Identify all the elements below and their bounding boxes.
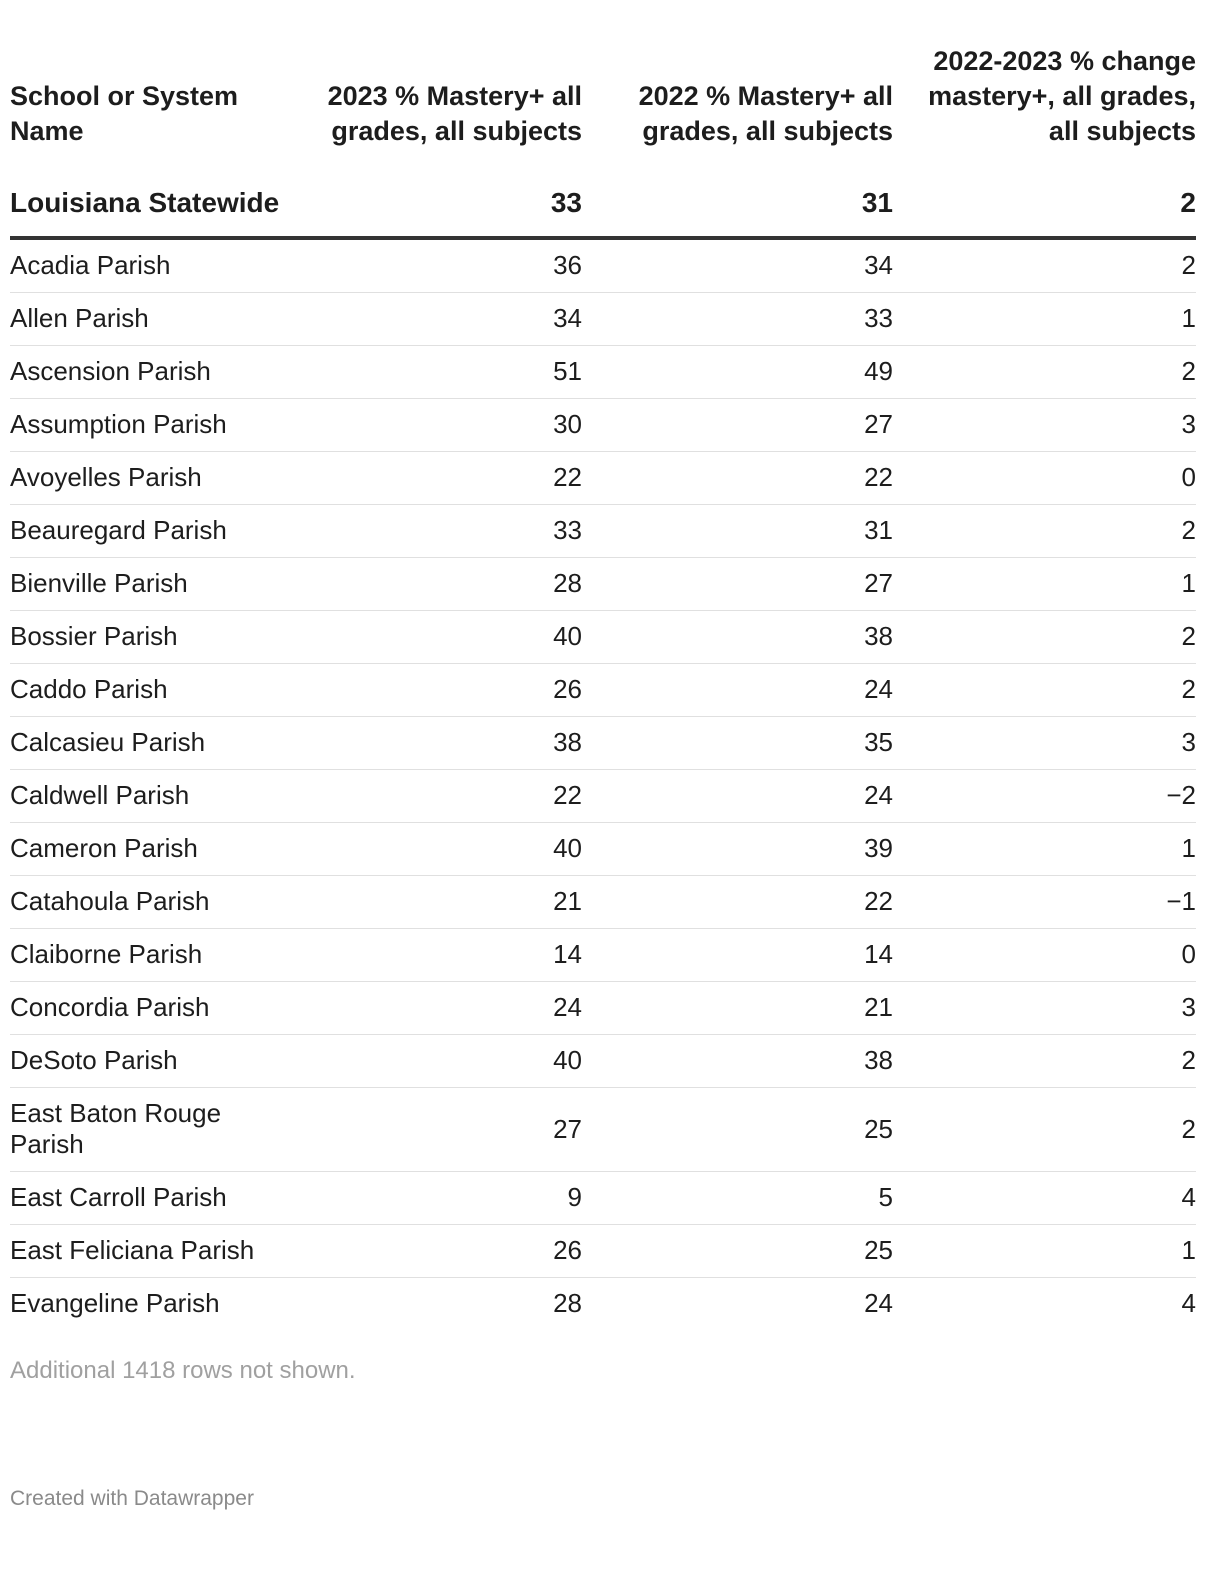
- data-table: [10, 44, 1196, 1330]
- row-change-value: 3: [893, 399, 1196, 452]
- row-2023-value: 38: [280, 717, 582, 770]
- row-name: East Feliciana Parish: [10, 1225, 280, 1278]
- column-header-2023[interactable]: 2023 % Mastery+ all grades, all subjects: [327, 81, 582, 146]
- statewide-row: [10, 171, 1196, 238]
- row-2022-value: 49: [582, 346, 893, 399]
- statewide-change-value: 2: [893, 171, 1196, 238]
- row-change-value: 2: [893, 1035, 1196, 1088]
- table-row: [10, 1088, 1196, 1172]
- table-row: [10, 611, 1196, 664]
- row-change-value: 2: [893, 1088, 1196, 1172]
- table-row: [10, 452, 1196, 505]
- row-name: Acadia Parish: [10, 238, 280, 293]
- column-header-2022[interactable]: 2022 % Mastery+ all grades, all subjects: [638, 81, 893, 146]
- row-name: East Baton Rouge Parish: [10, 1088, 280, 1172]
- table-row: [10, 238, 1196, 293]
- row-2022-value: 22: [582, 876, 893, 929]
- row-change-value: 0: [893, 929, 1196, 982]
- row-2023-value: 28: [280, 558, 582, 611]
- row-2022-value: 25: [582, 1225, 893, 1278]
- table-row: [10, 929, 1196, 982]
- statewide-name: Louisiana Statewide: [10, 171, 280, 238]
- header-row: [10, 44, 1196, 171]
- row-name: Caldwell Parish: [10, 770, 280, 823]
- row-name: Assumption Parish: [10, 399, 280, 452]
- table-row: [10, 823, 1196, 876]
- row-name: Ascension Parish: [10, 346, 280, 399]
- row-2023-value: 36: [280, 238, 582, 293]
- row-2022-value: 27: [582, 399, 893, 452]
- row-2023-value: 33: [280, 505, 582, 558]
- row-name: Calcasieu Parish: [10, 717, 280, 770]
- table-row: [10, 1225, 1196, 1278]
- row-name: DeSoto Parish: [10, 1035, 280, 1088]
- row-change-value: 1: [893, 558, 1196, 611]
- statewide-2023-value: 33: [280, 171, 582, 238]
- row-2022-value: 35: [582, 717, 893, 770]
- row-name: Concordia Parish: [10, 982, 280, 1035]
- table-row: [10, 876, 1196, 929]
- row-2023-value: 14: [280, 929, 582, 982]
- row-name: Bienville Parish: [10, 558, 280, 611]
- row-change-value: 0: [893, 452, 1196, 505]
- row-2023-value: 22: [280, 452, 582, 505]
- row-2022-value: 31: [582, 505, 893, 558]
- row-name: Cameron Parish: [10, 823, 280, 876]
- table-row: [10, 346, 1196, 399]
- row-name: Caddo Parish: [10, 664, 280, 717]
- row-change-value: 1: [893, 823, 1196, 876]
- row-2022-value: 39: [582, 823, 893, 876]
- statewide-2022-value: 31: [582, 171, 893, 238]
- datawrapper-credit: Created with Datawrapper: [10, 1487, 254, 1510]
- row-2022-value: 38: [582, 1035, 893, 1088]
- table-row: [10, 982, 1196, 1035]
- table-row: [10, 664, 1196, 717]
- column-header-change[interactable]: 2022-2023 % change mastery+, all grades, all subjects: [928, 46, 1196, 146]
- row-change-value: 4: [1181, 1288, 1196, 1318]
- row-2023-value: 40: [280, 611, 582, 664]
- column-header-name[interactable]: School or System Name: [10, 81, 239, 146]
- row-name: Allen Parish: [10, 293, 280, 346]
- row-2022-value: 25: [582, 1088, 893, 1172]
- row-name: Bossier Parish: [10, 611, 280, 664]
- row-2022-value: 38: [582, 611, 893, 664]
- row-2022-value: 21: [582, 982, 893, 1035]
- row-name: Avoyelles Parish: [10, 452, 280, 505]
- row-2022-value: 24: [864, 1288, 893, 1318]
- row-2022-value: 27: [582, 558, 893, 611]
- row-2023-value: 40: [280, 1035, 582, 1088]
- row-name: Catahoula Parish: [10, 876, 280, 929]
- row-change-value: −1: [893, 876, 1196, 929]
- row-change-value: 1: [893, 293, 1196, 346]
- table-row: [10, 1278, 1196, 1331]
- row-2023-value: 27: [280, 1088, 582, 1172]
- row-2023-value: 51: [280, 346, 582, 399]
- table-row: [10, 293, 1196, 346]
- row-2023-value: 26: [280, 664, 582, 717]
- row-2022-value: 24: [582, 770, 893, 823]
- row-2023-value: 30: [280, 399, 582, 452]
- row-change-value: 4: [893, 1172, 1196, 1225]
- row-2023-value: 24: [280, 982, 582, 1035]
- row-2023-value: 22: [280, 770, 582, 823]
- table-row: [10, 1172, 1196, 1225]
- row-change-value: 3: [893, 982, 1196, 1035]
- row-change-value: 2: [893, 346, 1196, 399]
- table-row: [10, 399, 1196, 452]
- row-change-value: 1: [893, 1225, 1196, 1278]
- row-2022-value: 5: [582, 1172, 893, 1225]
- row-change-value: 2: [893, 664, 1196, 717]
- row-change-value: 2: [893, 505, 1196, 558]
- row-2023-value: 28: [553, 1288, 582, 1318]
- table-body: [10, 238, 1196, 1330]
- row-change-value: −2: [893, 770, 1196, 823]
- row-name: Beauregard Parish: [10, 505, 280, 558]
- row-change-value: 2: [893, 611, 1196, 664]
- table-row: [10, 717, 1196, 770]
- row-change-value: 2: [893, 238, 1196, 293]
- row-2022-value: 33: [582, 293, 893, 346]
- row-2023-value: 26: [280, 1225, 582, 1278]
- row-2022-value: 24: [582, 664, 893, 717]
- row-change-value: 3: [893, 717, 1196, 770]
- row-name: Claiborne Parish: [10, 929, 280, 982]
- table-row: [10, 505, 1196, 558]
- row-name: Evangeline Parish: [10, 1288, 220, 1318]
- row-2023-value: 40: [280, 823, 582, 876]
- table-container: [10, 0, 1196, 1510]
- row-name: East Carroll Parish: [10, 1172, 280, 1225]
- row-2022-value: 22: [582, 452, 893, 505]
- table-row: [10, 1035, 1196, 1088]
- row-2023-value: 34: [280, 293, 582, 346]
- rows-not-shown-note: Additional 1418 rows not shown.: [10, 1357, 356, 1384]
- row-2022-value: 34: [582, 238, 893, 293]
- table-row: [10, 770, 1196, 823]
- row-2023-value: 21: [280, 876, 582, 929]
- table-row: [10, 558, 1196, 611]
- row-2022-value: 14: [582, 929, 893, 982]
- row-2023-value: 9: [280, 1172, 582, 1225]
